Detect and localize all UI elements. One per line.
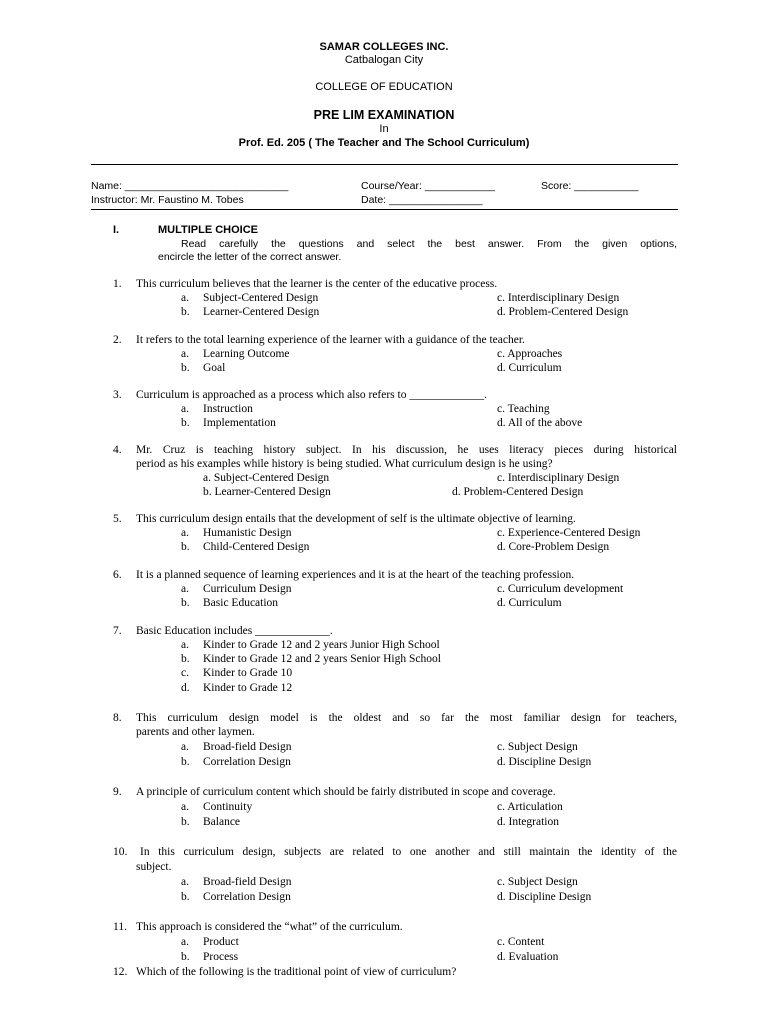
- info-divider: [91, 209, 678, 210]
- option-text: Broad-field Design: [203, 741, 292, 753]
- question-text: period as his examples while history is being studied. What curriculum design is he using?: [136, 458, 553, 470]
- option-text: Subject-Centered Design: [203, 292, 319, 304]
- option-text: a. Subject-Centered Design: [203, 472, 330, 484]
- option-text: d. All of the above: [497, 417, 583, 429]
- option-letter: b.: [181, 891, 190, 903]
- question-text: parents and other laymen.: [136, 726, 255, 738]
- option-letter: a.: [181, 639, 189, 651]
- option-text: c. Subject Design: [497, 876, 578, 888]
- option-text: d. Problem-Centered Design: [497, 306, 629, 318]
- option-letter: b.: [181, 362, 190, 374]
- question-text: Curriculum is approached as a process which also refers to _____________.: [136, 389, 487, 401]
- option-text: c. Interdisciplinary Design: [497, 292, 620, 304]
- question-number: 4.: [113, 444, 122, 456]
- question-number: 5.: [113, 513, 122, 525]
- option-text: Broad-field Design: [203, 876, 292, 888]
- option-text: c. Experience-Centered Design: [497, 527, 641, 539]
- option-text: c. Curriculum development: [497, 583, 624, 595]
- question-text: Which of the following is the traditional point of view of curriculum?: [136, 966, 457, 978]
- section-number: I.: [113, 224, 120, 236]
- option-text: Correlation Design: [203, 756, 291, 768]
- school-name: SAMAR COLLEGES INC.: [319, 41, 449, 53]
- option-text: c. Teaching: [497, 403, 550, 415]
- course-year-field: Course/Year: ____________: [361, 180, 495, 192]
- date-field: Date: ________________: [361, 194, 483, 206]
- option-text: b. Learner-Centered Design: [203, 486, 331, 498]
- option-text: d. Curriculum: [497, 362, 562, 374]
- option-letter: a.: [181, 876, 189, 888]
- instructor-field: Instructor: Mr. Faustino M. Tobes: [91, 194, 244, 206]
- question-number: 2.: [113, 334, 122, 346]
- question-text: This approach is considered the “what” of the curriculum.: [136, 921, 403, 933]
- option-text: d. Discipline Design: [497, 891, 592, 903]
- option-letter: b.: [181, 306, 190, 318]
- instructions-line-2: encircle the letter of the correct answer.: [158, 251, 342, 263]
- option-text: Instruction: [203, 403, 253, 415]
- question-number: 11.: [113, 921, 127, 933]
- option-letter: a.: [181, 348, 189, 360]
- question-number: 10.: [113, 846, 128, 858]
- option-letter: b.: [181, 541, 190, 553]
- option-letter: a.: [181, 292, 189, 304]
- option-text: Continuity: [203, 801, 253, 813]
- question-text: subject.: [136, 861, 172, 873]
- top-divider: [91, 164, 678, 165]
- option-text: d. Core-Problem Design: [497, 541, 610, 553]
- question-text: This curriculum believes that the learner is the center of the educative process.: [136, 278, 498, 290]
- option-text: d. Discipline Design: [497, 756, 592, 768]
- question-text: This curriculum design entails that the development of self is the ultimate objective of learning.: [136, 513, 576, 525]
- question-number: 8.: [113, 712, 122, 724]
- option-letter: a.: [181, 936, 189, 948]
- option-text: Process: [203, 951, 239, 963]
- option-letter: a.: [181, 403, 189, 415]
- option-text: Product: [203, 936, 239, 948]
- option-letter: b.: [181, 816, 190, 828]
- option-letter: c.: [181, 667, 189, 679]
- option-letter: d.: [181, 682, 190, 694]
- option-text: d. Evaluation: [497, 951, 559, 963]
- school-city: Catbalogan City: [344, 54, 424, 66]
- option-text: Kinder to Grade 10: [203, 667, 293, 679]
- question-text: Mr. Cruz is teaching history subject. In his discussion, he uses literacy pieces during historical: [136, 444, 677, 456]
- question-number: 3.: [113, 389, 122, 401]
- option-text: Curriculum Design: [203, 583, 292, 595]
- question-text: In this curriculum design, subjects are related to one another and still maintain the identity of the: [140, 846, 677, 858]
- option-text: Kinder to Grade 12: [203, 682, 293, 694]
- option-text: c. Subject Design: [497, 741, 578, 753]
- question-number: 6.: [113, 569, 122, 581]
- option-letter: a.: [181, 801, 189, 813]
- option-letter: a.: [181, 741, 189, 753]
- option-text: Learning Outcome: [203, 348, 290, 360]
- option-text: Implementation: [203, 417, 276, 429]
- question-text: It is a planned sequence of learning experiences and it is at the heart of the teaching profession.: [136, 569, 575, 581]
- option-letter: b.: [181, 951, 190, 963]
- question-number: 12.: [113, 966, 128, 978]
- question-number: 9.: [113, 786, 122, 798]
- option-letter: b.: [181, 417, 190, 429]
- option-text: Learner-Centered Design: [203, 306, 320, 318]
- course-title: Prof. Ed. 205 ( The Teacher and The School Curriculum): [238, 137, 530, 149]
- option-text: Humanistic Design: [203, 527, 292, 539]
- option-text: d. Curriculum: [497, 597, 562, 609]
- option-letter: b.: [181, 756, 190, 768]
- option-text: c. Approaches: [497, 348, 563, 360]
- score-field: Score: ___________: [541, 180, 639, 192]
- option-text: Kinder to Grade 12 and 2 years Senior High School: [203, 653, 441, 665]
- option-text: c. Content: [497, 936, 545, 948]
- question-number: 7.: [113, 625, 122, 637]
- option-text: Correlation Design: [203, 891, 291, 903]
- option-text: d. Problem-Centered Design: [452, 486, 584, 498]
- option-text: c. Interdisciplinary Design: [497, 472, 620, 484]
- instructions-line-1: Read carefully the questions and select the best answer. From the given options,: [181, 238, 677, 250]
- option-letter: a.: [181, 527, 189, 539]
- name-field: Name: ____________________________: [91, 180, 289, 192]
- option-text: Goal: [203, 362, 226, 374]
- exam-title: PRE LIM EXAMINATION: [313, 108, 455, 122]
- section-title: MULTIPLE CHOICE: [158, 224, 259, 236]
- question-text: Basic Education includes _____________.: [136, 625, 333, 637]
- option-text: Kinder to Grade 12 and 2 years Junior High School: [203, 639, 440, 651]
- question-number: 1.: [113, 278, 122, 290]
- question-text: It refers to the total learning experience of the learner with a guidance of the teacher.: [136, 334, 525, 346]
- option-text: c. Articulation: [497, 801, 563, 813]
- option-letter: b.: [181, 597, 190, 609]
- question-text: A principle of curriculum content which should be fairly distributed in scope and coverage.: [136, 786, 556, 798]
- college-name: COLLEGE OF EDUCATION: [315, 81, 453, 93]
- exam-in: In: [379, 123, 389, 135]
- option-text: Balance: [203, 816, 241, 828]
- option-text: d. Integration: [497, 816, 559, 828]
- question-text: This curriculum design model is the oldest and so far the most familiar design for teachers,: [136, 712, 677, 724]
- option-text: Child-Centered Design: [203, 541, 310, 553]
- option-text: Basic Education: [203, 597, 279, 609]
- option-letter: b.: [181, 653, 190, 665]
- option-letter: a.: [181, 583, 189, 595]
